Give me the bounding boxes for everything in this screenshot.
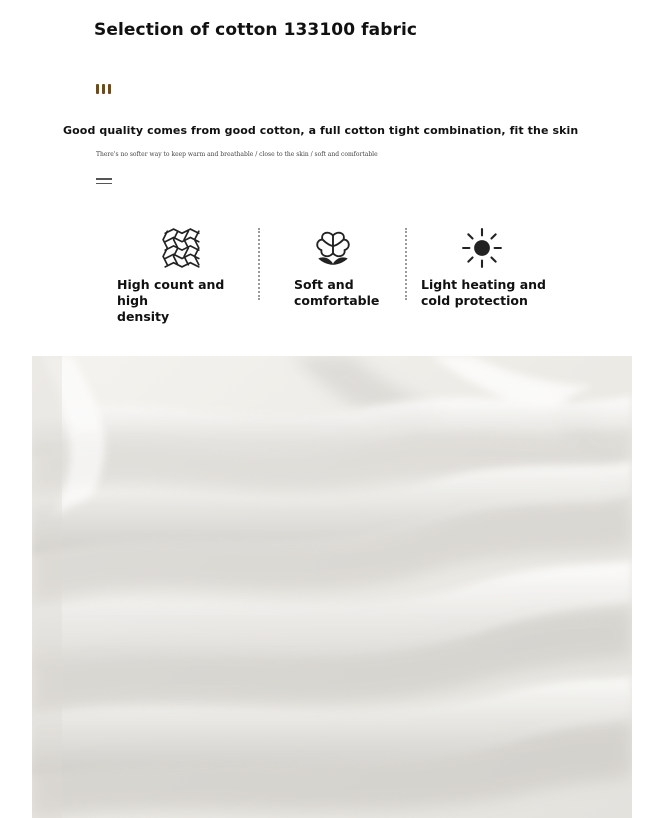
- feature-label: High count and high density: [117, 277, 225, 324]
- sun-icon: [461, 227, 503, 269]
- subtitle: Good quality comes from good cotton, a full cotton tight combination, fit the skin: [63, 124, 579, 137]
- cotton-boll-icon: [312, 227, 354, 269]
- tagline: There's no softer way to keep warm and breathable / close to the skin / soft and comfortable: [96, 151, 378, 158]
- divider: [258, 228, 260, 300]
- decorative-accent-bars: [96, 84, 111, 94]
- page-title: Selection of cotton 133100 fabric: [94, 20, 418, 40]
- feature-label: Soft and comfortable: [294, 277, 380, 308]
- divider: [405, 228, 407, 300]
- fabric-photo: [32, 356, 632, 818]
- weave-pattern-icon: [161, 227, 203, 269]
- feature-label: Light heating and cold protection: [421, 277, 546, 308]
- white-cotton-fabric-image: [32, 356, 632, 818]
- menu-lines-icon: [96, 178, 112, 187]
